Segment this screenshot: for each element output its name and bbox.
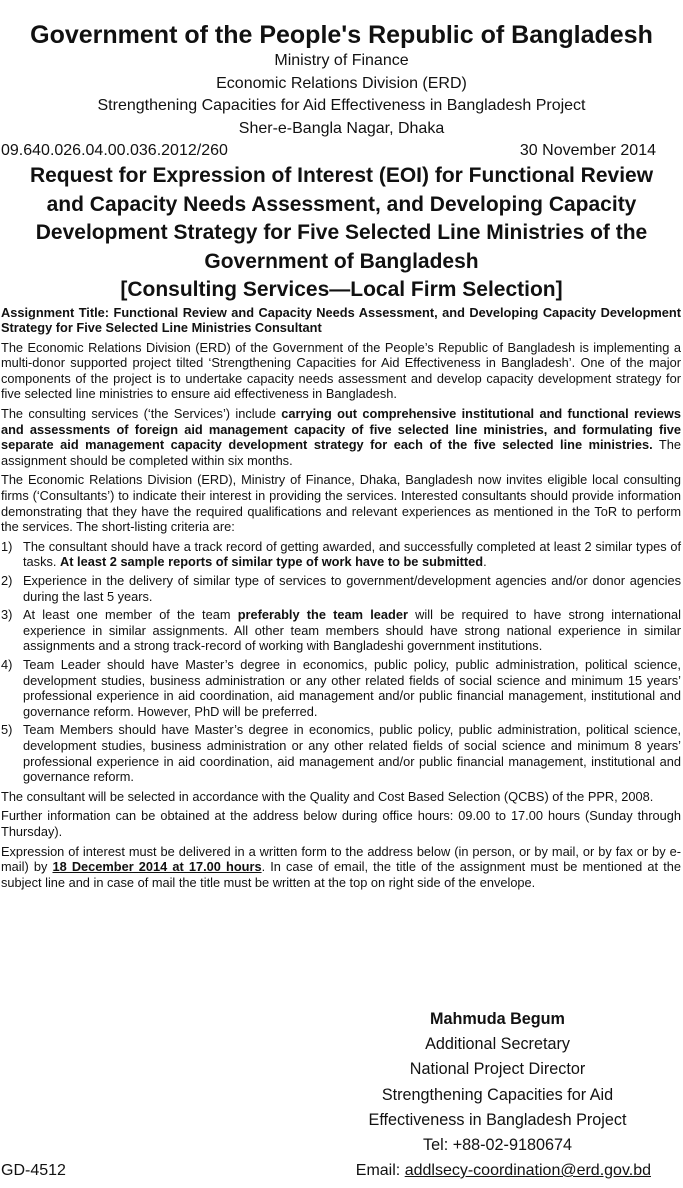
text-span: The assignment should be completed within six months. [1, 437, 681, 468]
assignment-title: Assignment Title: Functional Review and Capacity Needs Assessment, and Developing Capacity Development Strategy for Five Selected Line Ministries Consultant [1, 304, 681, 336]
paragraph-deadline [1, 844, 681, 891]
government-heading: Government of the People's Republic of Bangladesh [30, 21, 653, 49]
criteria-text [23, 539, 681, 570]
criteria-text: Team Leader should have Master’s degree in economics, public policy, public administration, political science, development studies, business administration or any other related fields of social science and minimum 15 years’ professional experience in aid coordination, aid management and/or public financial management, institutional and governance reform. However, PhD will be preferred. [23, 656, 681, 719]
signatory-title: National Project Director [409, 1060, 586, 1079]
criteria-number: 1) [1, 538, 13, 554]
criteria-text [23, 607, 681, 654]
criteria-item [1, 657, 681, 719]
email-link[interactable]: addlsecy-coordination@erd.gov.bd [404, 1162, 651, 1179]
signature-block [340, 1007, 655, 1158]
text-span: . In case of email, the title of the assignment must be mentioned at the subject line and in case of mail the title must be written at the top on right side of the envelope. [1, 859, 681, 890]
paragraph-services [1, 406, 681, 468]
notice-date: 30 November 2014 [519, 142, 656, 159]
notice-body [0, 305, 683, 891]
criteria-text: Team Members should have Master’s degree in economics, public policy, public administration, political science, development studies, business administration or any other related fields of social science and minimum 8 years’ professional experience in aid coordination, aid management and/or public financial management, institutional and governance reform. [23, 722, 681, 785]
criteria-list [1, 539, 681, 785]
services-emphasis: carrying out comprehensive institutional and functional reviews and assessments of foreign aid management capacity of five selected line ministries, and formulating five separate aid management capacity development strategy for each of the five selected line ministries. [1, 406, 681, 453]
signatory-name: Mahmuda Begum [430, 1010, 565, 1028]
criteria-emphasis: preferably the team leader [237, 607, 408, 623]
signatory-title: Effectiveness in Bangladesh Project [368, 1110, 627, 1129]
division-line: Economic Relations Division (ERD) [216, 74, 467, 92]
text-span: The consultant should have a track record of getting awarded, and successfully completed at least 2 similar types of tasks. [23, 538, 681, 570]
reference-number: 09.640.026.04.00.036.2012/260 [1, 142, 228, 159]
eoi-title-line: and Capacity Needs Assessment, and Developing Capacity [46, 192, 637, 216]
eoi-title-line: Government of Bangladesh [204, 249, 479, 273]
notice-header [0, 20, 683, 140]
paragraph-background: The Economic Relations Division (ERD) of the Government of the People’s Republic of Bangladesh is implementing a multi-donor supported project tilted ‘Strengthening Capacities for Aid Effectiveness in Bangladesh’. One of the major components of the project is to undertake capacity needs assessment and develop capacity development strategy for five selected line ministries to ensure aid effectiveness in Bangladesh. [1, 339, 681, 402]
signatory-email [356, 1162, 651, 1180]
criteria-item [1, 607, 681, 654]
gd-code: GD-4512 [1, 1162, 66, 1179]
criteria-item [1, 573, 681, 604]
deadline-date-text: 18 December 2014 at 17.00 hours [52, 859, 262, 875]
eoi-title-line: Development Strategy for Five Selected Line Ministries of the [35, 221, 648, 244]
eoi-title [6, 162, 677, 305]
project-line: Strengthening Capacities for Aid Effectiveness in Bangladesh Project [97, 97, 586, 114]
criteria-item [1, 722, 681, 784]
eoi-notice [0, 20, 683, 1188]
criteria-item [1, 539, 681, 570]
text-span: will be required to have strong international experience in similar assignments. All other team members should have strong national experience in similar assignments and a strong track-record of working with Bangladeshi government institutions. [23, 607, 681, 654]
criteria-emphasis: At least 2 sample reports of similar type of work have to be submitted [59, 554, 484, 570]
address-line: Sher-e-Bangla Nagar, Dhaka [238, 119, 445, 137]
signatory-phone: Tel: +88-02-9180674 [423, 1136, 572, 1155]
text-span: Expression of interest must be delivered in a written form to the address below (in person, or by mail, or by fax or by e-mail) by [1, 843, 681, 875]
criteria-number: 2) [1, 573, 13, 588]
deadline-date [52, 859, 261, 874]
paragraph-invitation: The Economic Relations Division (ERD), Ministry of Finance, Dhaka, Bangladesh now invites eligible local consulting firms (‘Consultants’) to indicate their interest in providing the services. Interested consultants should provide information demonstrating that they have the required qualifications and relevant experiences as mentioned in the ToR to perform the services. The short-listing criteria are: [1, 472, 681, 535]
reference-line [0, 140, 683, 162]
ministry-line: Ministry of Finance [274, 52, 409, 69]
criteria-number: 3) [1, 607, 13, 623]
criteria-number: 5) [1, 722, 13, 738]
criteria-text: Experience in the delivery of similar type of services to government/development agencies and/or donor agencies during the last 5 years. [23, 573, 681, 604]
text-span: . [483, 554, 487, 570]
paragraph-information: Further information can be obtained at the address below during office hours: 09.00 to 17.00 hours (Sunday through Thursday). [1, 808, 681, 839]
signatory-title: Strengthening Capacities for Aid [381, 1085, 614, 1104]
text-span: The consulting services (‘the Services’) include [1, 406, 282, 422]
signatory-title: Additional Secretary [425, 1035, 570, 1054]
eoi-title-line: [Consulting Services—Local Firm Selection] [120, 278, 563, 301]
criteria-number: 4) [1, 656, 13, 672]
text-span: At least one member of the team [23, 607, 238, 623]
eoi-title-line: Request for Expression of Interest (EOI) for Functional Review [29, 164, 654, 187]
paragraph-selection: The consultant will be selected in accordance with the Quality and Cost Based Selection (QCBS) of the PPR, 2008. [1, 788, 654, 804]
email-label: Email: [355, 1162, 405, 1179]
